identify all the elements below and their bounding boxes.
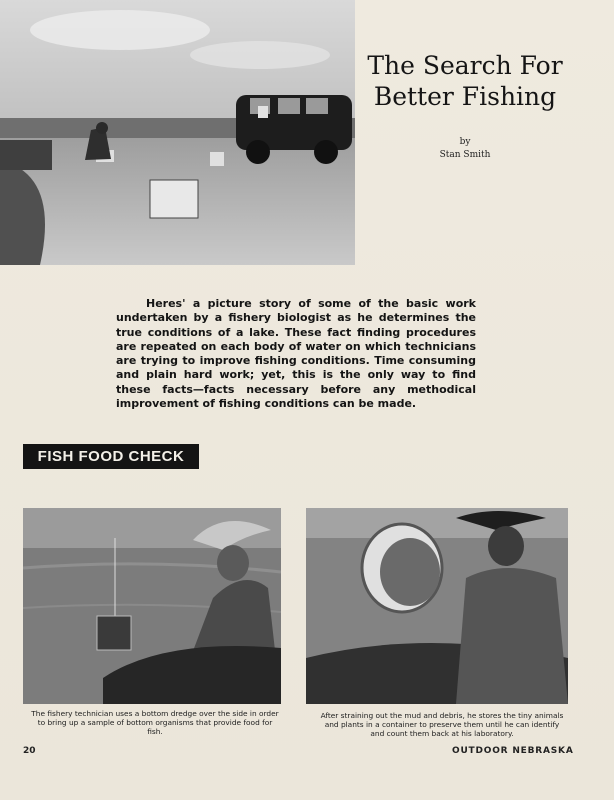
page-number: 20 <box>23 746 36 756</box>
byline-by: by <box>459 137 471 147</box>
byline <box>380 136 550 162</box>
caption-left: The fishery technician uses a bottom dredge over the side in order to bring up a sample of bottom organisms that provide food for fish. <box>31 709 279 737</box>
container-photo <box>306 508 568 704</box>
section-label: FISH FOOD CHECK <box>23 444 199 469</box>
magazine-name: OUTDOOR NEBRASKA <box>452 746 574 756</box>
title-line-2: Better Fishing <box>373 82 557 111</box>
title-line-1: The Search For <box>367 51 563 80</box>
byline-author: Stan Smith <box>439 150 491 160</box>
intro-paragraph: Heres' a picture story of some of the basic work undertaken by a fishery biologist as he determines the true conditions of a lake. These fact finding procedures are repeated on each body of water on which technicians are trying to improve fishing conditions. Time consuming and plain hard work; yet, this is the only way to find these facts—facts necessary before any methodical improvement of fishing conditions can be made. <box>116 297 476 411</box>
dredge-photo <box>23 508 281 704</box>
article-title <box>360 50 570 112</box>
caption-right: After straining out the mud and debris, he stores the tiny animals and plants in a container to preserve them until he can identify and count them back at his laboratory. <box>320 711 564 739</box>
lakeshore-photo <box>0 0 355 265</box>
